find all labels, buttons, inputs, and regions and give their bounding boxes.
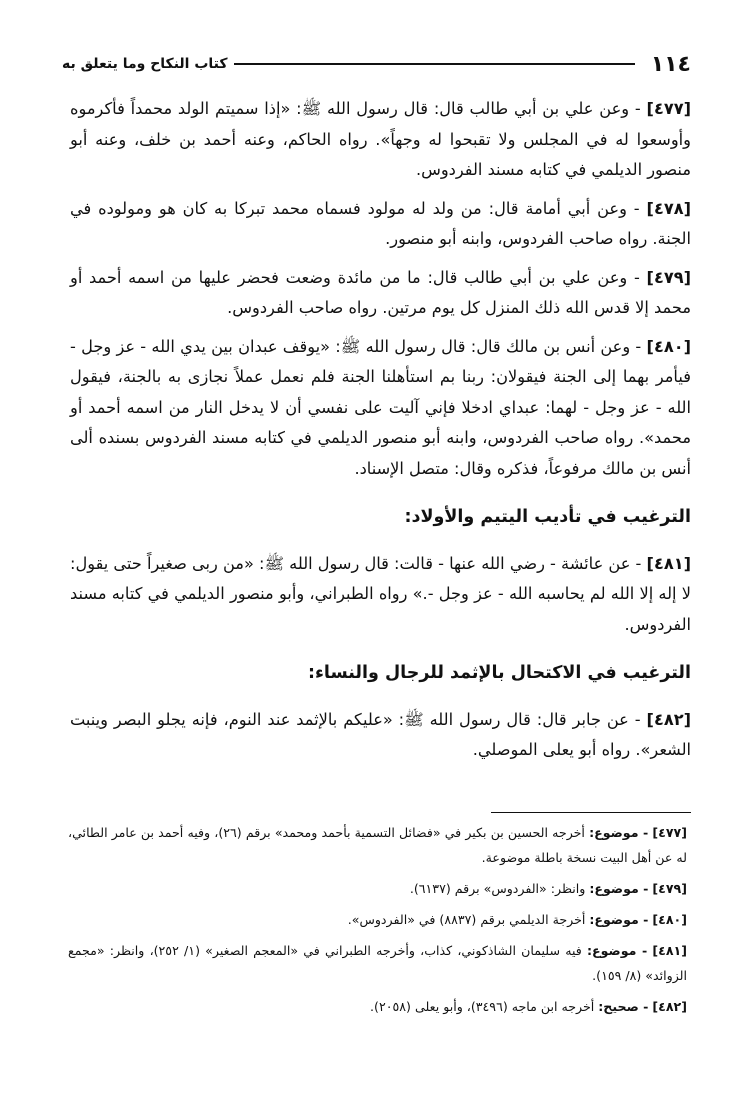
footnote-divider — [491, 812, 691, 813]
hadith-entry — [70, 705, 691, 766]
entry-number: [٤٧٩] — [646, 267, 691, 287]
entry-text: - عن جابر قال: قال رسول الله ﷺ: «عليكم بالإثمد عند النوم، فإنه يجلو البصر وينبت الشعر». رواه أبو يعلى الموصلي. — [70, 709, 691, 759]
footnote-grade: - موضوع: — [589, 825, 649, 840]
hadith-entry — [70, 332, 691, 485]
footnote — [68, 994, 687, 1019]
footnote-text: أخرجة الديلمي برقم (٨٨٣٧) في «الفردوس». — [347, 912, 586, 927]
entry-text: - وعن أنس بن مالك قال: قال رسول الله ﷺ: «يوقف عبدان بين يدي الله - عز وجل - فيأمر بهما إلى الجنة فيقولان: ربنا بم استأهلنا الجنة فلم نعمل عملاً نجازى به بالجنة، فيقول الله - عز وجل - لهما: عبداي ادخلا فإني آليت على نفسي أن لا يدخل النار من اسمه أحمد أو محمد». رواه صاحب الفردوس، وابنه أبو منصور الديلمي في كتابه مسند الفردوس بسنده ألى أنس بن مالك مرفوعاً، فذكره وقال: متصل الإسناد. — [70, 336, 691, 478]
footnote-text: أخرجه ابن ماجه (٣٤٩٦)، وأبو يعلى (٢٠٥٨). — [370, 999, 595, 1014]
entry-text: - وعن علي بن أبي طالب قال: ما من مائدة وضعت فحضر عليها من اسمه أحمد أو محمد إلا قدس الله ذلك المنزل كل يوم مرتين. رواه صاحب الفردوس. — [70, 267, 691, 317]
footnote-ref: [٤٨١] — [652, 943, 687, 958]
footnote-ref: [٤٧٩] — [652, 881, 687, 896]
entry-number: [٤٨٠] — [646, 336, 691, 356]
main-text — [70, 94, 691, 774]
footnote-text: أخرجه الحسين بن بكير في «فضائل التسمية بأحمد ومحمد» برقم (٢٦)، وفيه أحمد بن عامر الطائي، له عن أهل البيت نسخة باطلة موضوعة. — [68, 825, 687, 865]
footnote-text: فيه سليمان الشاذكوني، كذاب، وأخرجه الطبراني في «المعجم الصغير» (١/ ٢٥٢)، وانظر: «مجمع الزوائد» (٨/ ١٥٩). — [68, 943, 687, 983]
entry-number: [٤٧٧] — [646, 99, 691, 118]
entry-number: [٤٧٨] — [646, 198, 691, 218]
footnote-text: وانظر: «الفردوس» برقم (٦١٣٧). — [409, 881, 586, 896]
entry-text: - عن عائشة - رضي الله عنها - قالت: قال رسول الله ﷺ: «من ربى صغيراً حتى يقول: لا إله إلا الله لم يحاسبه الله - عز وجل -.» رواه الطبراني، وأبو منصور الديلمي في كتابه مسند الفردوس. — [70, 553, 691, 634]
section-heading: الترغيب في تأديب اليتيم والأولاد: — [404, 507, 691, 527]
footnote — [68, 907, 687, 932]
header-rule — [234, 63, 635, 65]
footnote-grade: - موضوع: — [587, 943, 648, 958]
footnote-ref: [٤٨٠] — [652, 912, 687, 927]
footnote-grade: - صحيح: — [598, 999, 649, 1014]
page-header — [62, 44, 691, 84]
section-heading: الترغيب في الاكتحال بالإثمد للرجال والنساء: — [307, 663, 691, 683]
hadith-entry — [70, 549, 691, 641]
entry-number: [٤٨١] — [646, 553, 691, 573]
footnote — [68, 938, 687, 988]
entry-number: [٤٨٢] — [646, 709, 691, 729]
footnote-grade: - موضوع: — [589, 881, 649, 896]
footnote-ref: [٤٨٢] — [652, 999, 687, 1014]
footnote — [68, 820, 687, 870]
hadith-entry — [70, 263, 691, 324]
footnote-ref: [٤٧٧] — [652, 825, 687, 840]
page-number: ١١٤ — [650, 51, 691, 77]
running-title: كتاب النكاح وما يتعلق به — [62, 56, 228, 72]
entry-text: - وعن أبي أمامة قال: من ولد له مولود فسماه محمد تبركا به كان هو ومولوده في الجنة. رواه صاحب الفردوس، وابنه أبو منصور. — [70, 198, 691, 248]
hadith-entry — [70, 194, 691, 255]
hadith-entry — [70, 94, 691, 186]
footnotes — [68, 820, 687, 1025]
footnote — [68, 876, 687, 901]
footnote-grade: - موضوع: — [589, 912, 649, 927]
entry-text: - وعن علي بن أبي طالب قال: قال رسول الله ﷺ: «إذا سميتم الولد محمداً فأكرموه وأوسعوا له في المجلس ولا تقبحوا له وجهاً». رواه الحاكم، وعنه أحمد بن خلف، وعنه أبو منصور الديلمي في كتابه مسند الفردوس. — [70, 99, 691, 179]
